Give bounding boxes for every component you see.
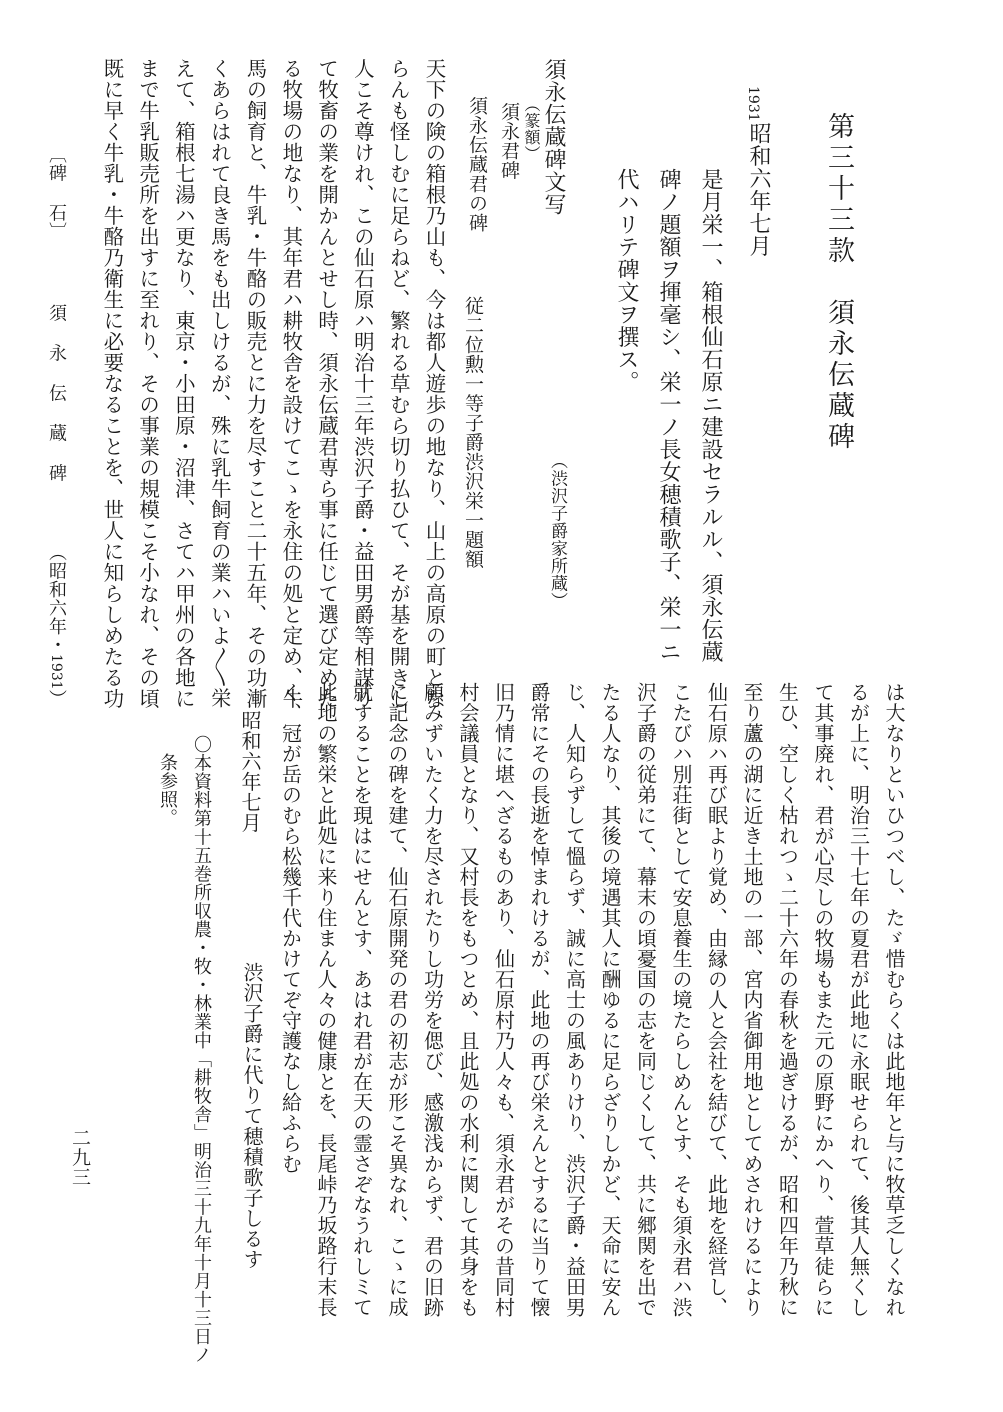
body-line: 就することを現はにせんとす、あはれ君が在天の霊さぞなうれしミて (349, 682, 374, 1318)
body-line: 馬の飼育と、牛乳・牛酪の販売とに力を尽すこと二十五年、その功漸 (243, 58, 268, 709)
reference-line: 〇本資料第十五巻所収農・牧・林業中「耕牧舎」明治三十九年十月十三日ノ (191, 735, 212, 1364)
body-line: く、冠が岳のむら松幾千代かけてぞ守護なし給ふらむ (278, 682, 303, 1174)
body-line: 天下の険の箱根乃山も、今は都人遊歩の地なり、山上の高原の町とな (422, 58, 446, 709)
body-line: 沢子爵の従弟にて、幕末の頃憂国の志を同じくして、共に郷関を出で (633, 682, 658, 1318)
closing-date: 昭和六年七月 (238, 710, 262, 833)
entry-date: 昭和六年七月 (746, 122, 771, 257)
running-head-year-open: （昭和六年・ (46, 543, 67, 654)
running-head-year: 1931 (48, 654, 64, 690)
body-line: 爵常にその長逝を悼まれけるが、此地の再び栄えんとするに当りて懐 (527, 682, 551, 1318)
body-line: 生ひ、空しく枯れつゝ二十六年の春秋を過ぎけるが、昭和四年乃秋に (775, 682, 800, 1318)
reference-line: 条参照。 (157, 753, 178, 827)
inscription-title: 須永伝蔵君の碑 (466, 96, 488, 233)
body-line: て其事廃れ、君が心尽しの牧場もまた元の原野にかへり、萱草徒らに (811, 682, 835, 1318)
closing-author: 渋沢子爵に代りて穂積歌子しるす (240, 962, 264, 1270)
inscription-upper-body (93, 58, 451, 709)
body-line: 既に早く牛乳・牛酪乃衛生に必要なることを、世人に知らしめたる功 (99, 58, 124, 709)
body-line: 顧みずいたく力を尽されたりし功労を偲び、感激浅からず、君の旧跡 (420, 682, 445, 1318)
year-number: 1931 (745, 86, 761, 122)
body-line: 人こそ尊けれ、この仙石原ハ明治十三年渋沢子爵・益田男爵等相謀り (350, 58, 375, 709)
body-line: たる人なり、其後の境遇其人に酬ゆるに足らざりしかど、天命に安ん (598, 682, 622, 1318)
body-line: 此地の繁栄と此処に来り住まん人々の健康とを、長尾峠乃坂路行末長 (314, 682, 338, 1318)
body-line: まで牛乳販売所を出すに至れり、その事業の規模こそ小なれ、その頃 (135, 58, 160, 709)
body-line: に記念の碑を建て、仙石原開発の君の初志が形こそ異なれ、こゝに成 (385, 682, 409, 1318)
running-head-year-close: ） (46, 689, 67, 709)
running-head-title: 須 永 伝 蔵 碑 (46, 303, 67, 482)
running-head (38, 145, 74, 708)
body-line: らんも怪しむに足らねど、繁れる草むら切り払ひて、そが基を開きし (386, 58, 411, 709)
section-title: 第三十三款 須永伝蔵碑 (823, 112, 854, 453)
page-number: 二九三 (69, 1128, 91, 1187)
body-line: る牧場の地なり、其年君ハ耕牧舎を設けてこゝを永住の処と定め、牛 (278, 58, 303, 709)
body-line: 村会議員となり、又村長をもつとめ、且此処の水利に関して其身をも (456, 682, 480, 1318)
summary-line: 是月栄一、箱根仙石原ニ建設セラルル、須永伝蔵 (698, 168, 723, 663)
body-line: て牧畜の業を開かんとせし時、須永伝蔵君専ら事に任じて選び定めた (314, 58, 339, 709)
body-line: は大なりといひつべし、たゞ惜むらくは此地年と与に牧草乏しくなれ (882, 682, 906, 1318)
summary-line: 碑ノ題額ヲ揮毫シ、栄一ノ長女穂積歌子、栄一ニ (656, 168, 681, 663)
tenkaku-note: （篆額） (522, 96, 541, 162)
body-line: 至り蘆の湖に近き土地の一部、宮内省御用地としてめされけるにより (740, 682, 764, 1318)
tenkaku-text: 須永君碑 (498, 102, 520, 180)
inscription-lower-body (272, 682, 911, 1318)
summary-line: 代ハリテ碑文ヲ撰ス。 (614, 168, 639, 393)
body-line: るが上に、明治三十七年の夏君が此地に永眠せられて、後其人無くし (846, 682, 871, 1318)
body-line: くあらはれて良き馬をも出しけるが、殊に乳牛飼育の業ハいよ〳〵栄 (207, 58, 232, 709)
running-head-label: 〔碑 石〕 (46, 145, 67, 241)
reference-note (150, 735, 218, 1364)
body-line: こたびハ別荘街として安息養生の境たらしめんとす、そも須永君ハ渋 (669, 682, 693, 1318)
summary-paragraph (605, 168, 731, 663)
source-note: （渋沢子爵家所蔵） (547, 452, 567, 610)
body-line: じ、人知らずして慍らず、誠に高士の風ありけり、渋沢子爵・益田男 (562, 682, 587, 1318)
body-line: 旧乃情に堪へざるものあり、仙石原村乃人々も、須永君がその昔同村 (491, 682, 516, 1318)
source-heading: 須永伝蔵碑文写 (541, 58, 566, 216)
body-line: 仙石原ハ再び眠より覚め、由縁の人と会社を結びて、此地を経営し、 (704, 682, 729, 1318)
calligrapher-line: 従二位勲一等子爵渋沢栄一題額 (462, 296, 484, 569)
body-line: えて、箱根七湯ハ更なり、東京・小田原・沼津、さてハ甲州の各地に (171, 58, 196, 709)
